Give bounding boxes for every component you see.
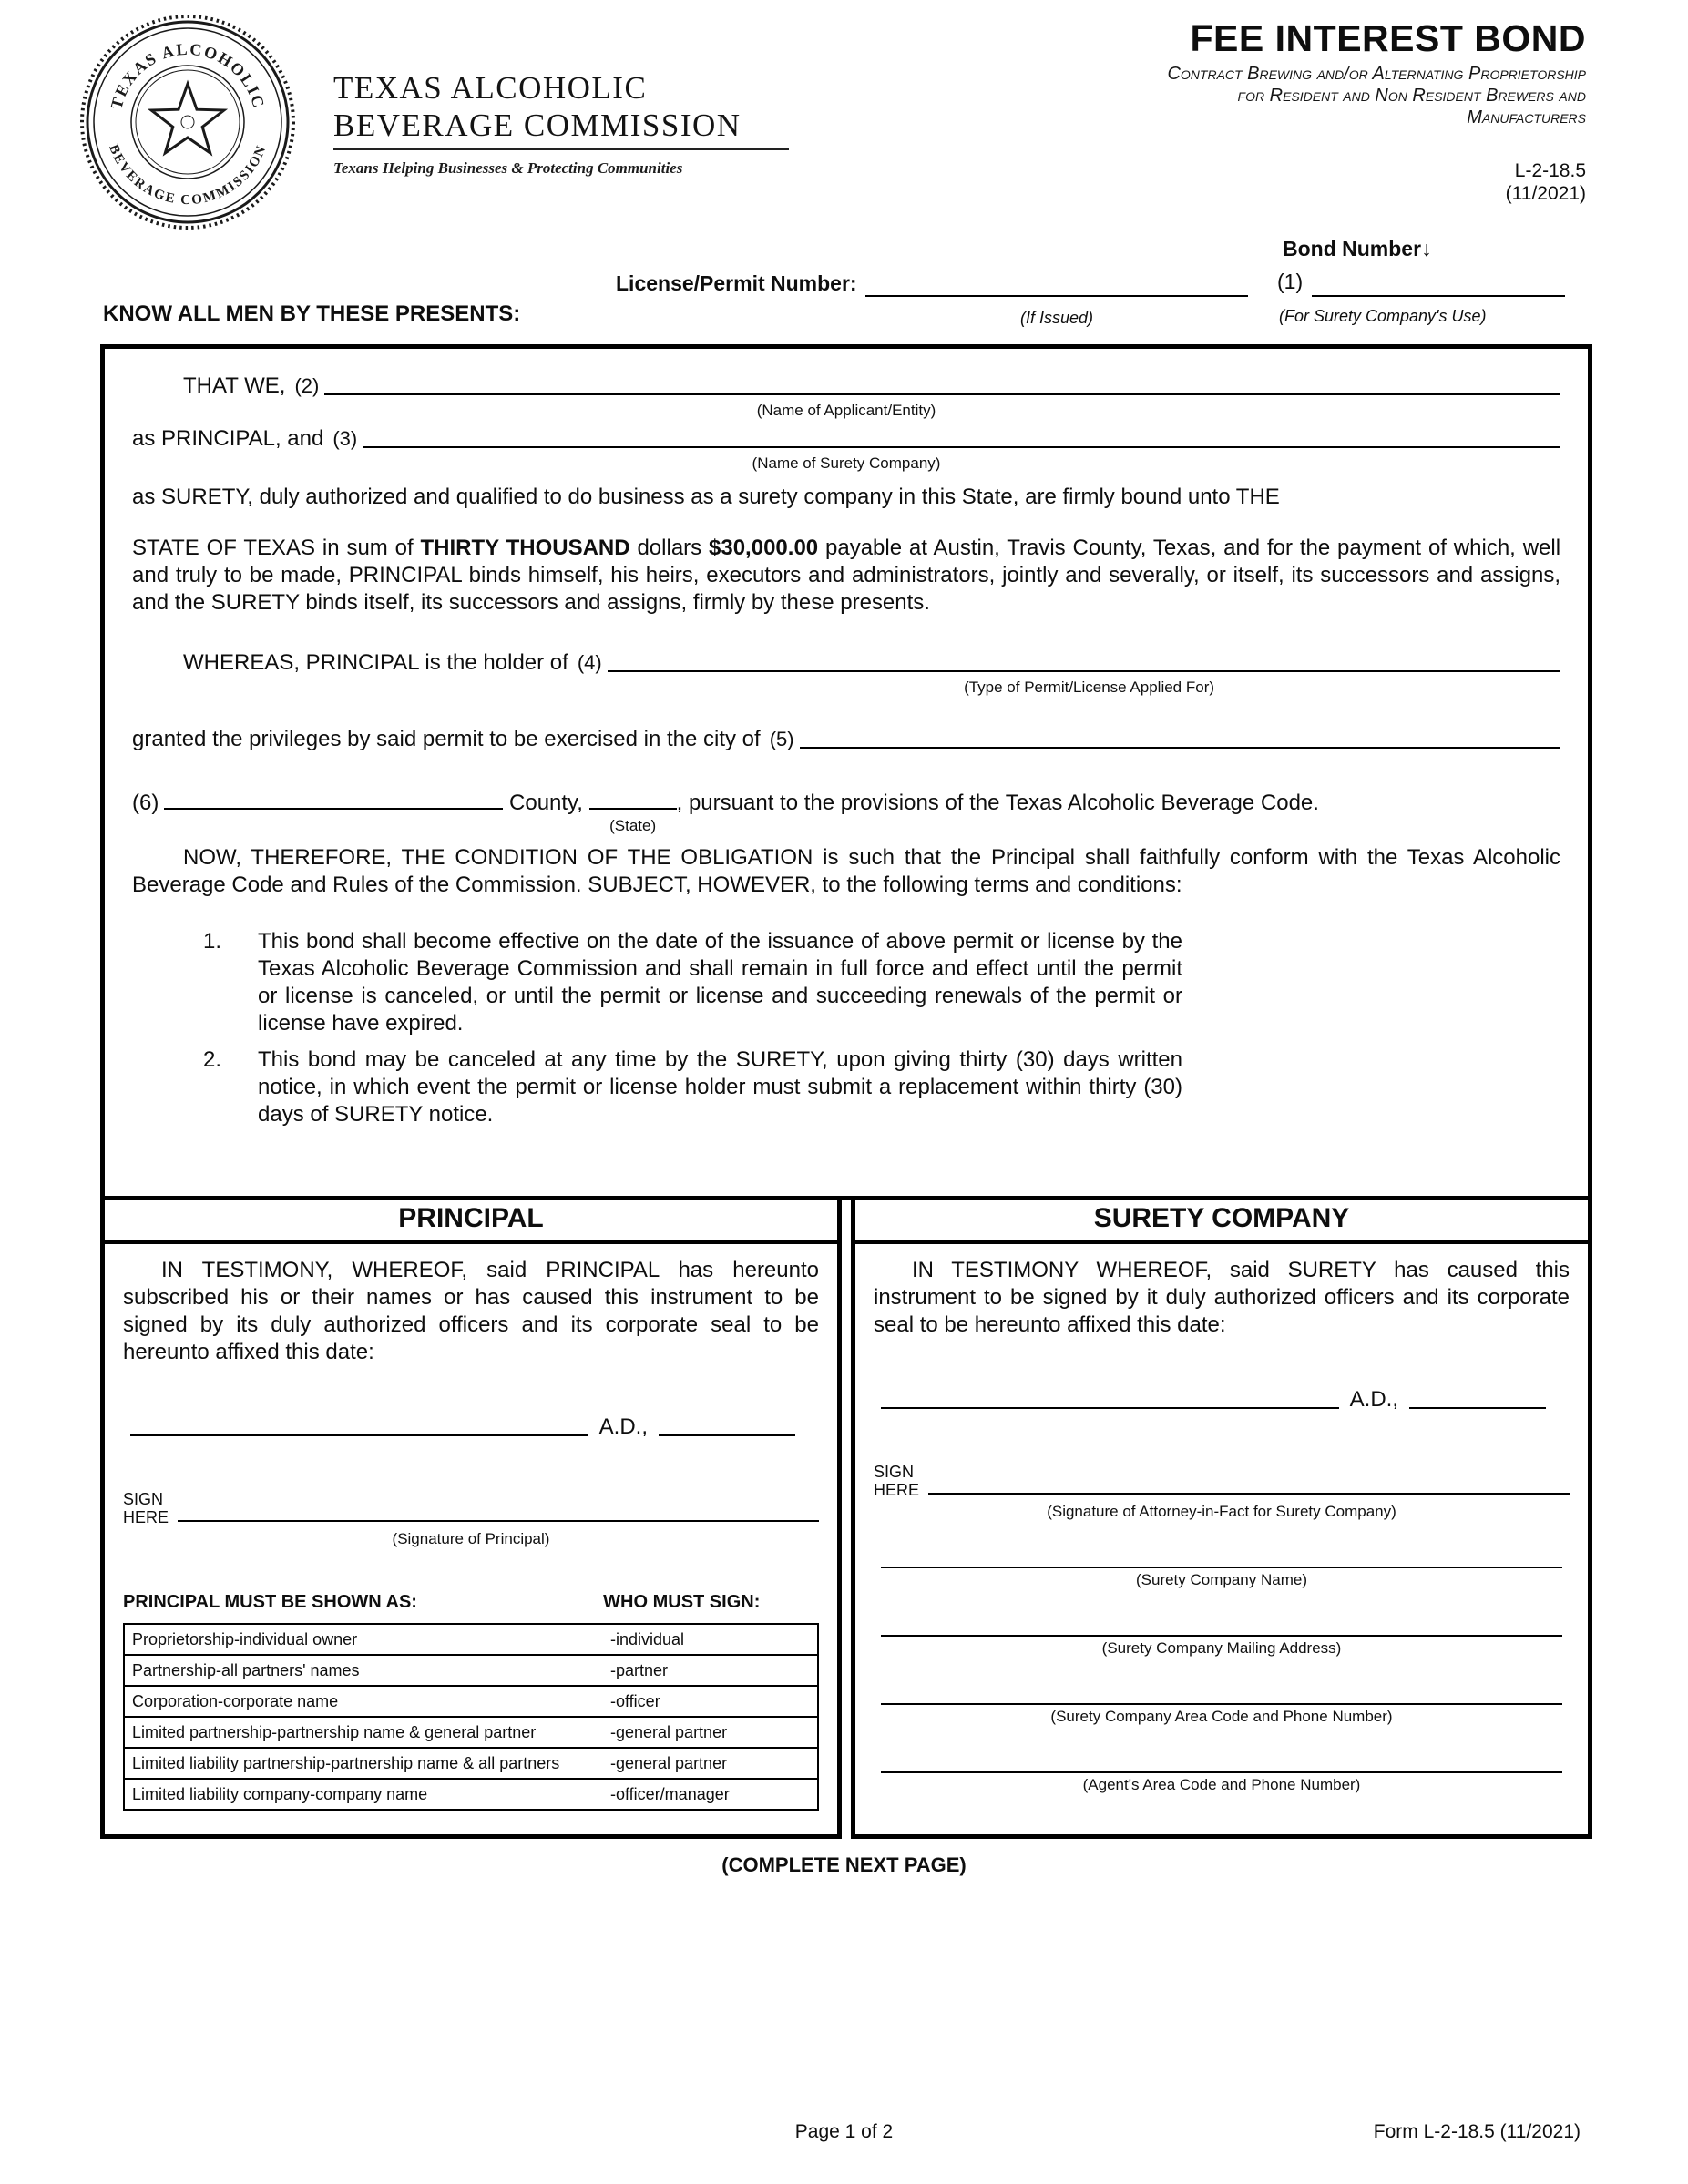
attorney-signature-field[interactable] [928,1493,1570,1495]
entity-signer: -officer [610,1692,660,1710]
term-1-number: 1. [203,929,222,954]
applicant-name-field[interactable] [324,393,1560,395]
sum-paragraph [132,535,1560,617]
term-1 [203,928,1182,1037]
form-revision: (11/2021) [1505,183,1586,204]
entity-signer: -individual [610,1630,685,1648]
sum-pre-text: STATE OF TEXAS in sum of [132,536,414,560]
term-2-number: 2. [203,1047,222,1072]
surety-name-field[interactable] [363,446,1560,448]
table-row [125,1625,817,1656]
field-4-number: (4) [577,651,602,674]
term-2-text: This bond may be canceled at any time by the SURETY, upon giving thirty (30) days written notice, in which event the permit or license holder must submit a replacement within thirty (30) days of SURETY notice. [258,1047,1182,1127]
form-title: FEE INTEREST BOND [1190,17,1586,59]
as-principal-label: as PRINCIPAL, and [132,426,324,451]
agency-name-line2: BEVERAGE COMMISSION [333,107,742,143]
principal-ad-label: A.D., [598,1414,648,1439]
entity-type: Proprietorship-individual owner [132,1630,358,1648]
form-header [0,0,1688,231]
city-field[interactable] [800,747,1560,749]
surety-sign-row [874,1463,1570,1499]
surety-company-name-block [881,1567,1562,1589]
sum-amount-words: THIRTY THOUSAND [420,536,630,560]
principal-sign-here-label [123,1490,169,1526]
entity-signer: -officer/manager [610,1785,730,1803]
field-6-number: (6) [132,791,159,815]
form-subtitle-line1: Contract Brewing and/or Alternating Proprietorship [1167,64,1586,84]
seal-ring-bottom-text: BEVERAGE COMMISSION [106,142,270,209]
agent-phone-block [881,1771,1562,1794]
bond-number-text: Bond Number [1283,237,1422,260]
sum-post-text: payable at Austin, Travis County, Texas, and for the payment of which, well and truly to be made, PRINCIPAL binds himself, his heirs, executors and administrators, jointly and severally, or itself, its successors and assigns, and the SURETY binds itself, its successors and assigns, firmly by these presents. [132,536,1561,615]
surety-address-caption: (Surety Company Mailing Address) [1101,1639,1342,1657]
field-1-number: (1) [1277,270,1304,293]
seal-ring-top-text: TEXAS ALCOHOLIC [107,39,269,111]
agency-block [333,69,789,231]
that-we-row [132,373,1560,400]
agency-tagline: Texans Helping Businesses & Protecting Communities [333,159,683,177]
surety-testimony: IN TESTIMONY WHEREOF, said SURETY has caused this instrument to be signed by it duly authorized officers and its corporate seal to be hereunto affixed this date: [874,1258,1570,1337]
permit-type-field[interactable] [608,670,1560,672]
agent-phone-caption: (Agent's Area Code and Phone Number) [1082,1776,1361,1793]
surety-address-field[interactable] [881,1635,1562,1637]
form-subtitle-line3: Manufacturers [1467,107,1586,128]
term-2 [203,1046,1182,1128]
license-permit-field[interactable] [865,270,1248,297]
page-footer [0,2118,1688,2146]
entity-type: Corporation-corporate name [132,1692,339,1710]
tabc-seal-logo [78,13,297,231]
sum-amount-figures: $30,000.00 [709,536,819,560]
bond-number-label [1283,235,1432,262]
signature-section [100,1196,1592,1839]
form-reference: Form L-2-18.5 (11/2021) [1373,2121,1581,2142]
form-subtitle-line2: for Resident and Non Resident Brewers and [1237,86,1586,106]
state-caption: (State) [609,817,657,834]
form-title-block [1167,13,1586,231]
form-meta [0,233,1688,341]
shown-as-header: PRINCIPAL MUST BE SHOWN AS: [123,1592,417,1612]
principal-column [100,1196,842,1839]
condition-paragraph: NOW, THEREFORE, THE CONDITION OF THE OBLIGATION is such that the Principal shall faithfully conform with the Texas Alcoholic Beverage Code and Rules of the Commission. SUBJECT, HOWEVER, to the following terms and conditions: [132,845,1560,897]
entity-signer: -general partner [610,1723,728,1741]
entity-signer: -general partner [610,1754,728,1772]
agent-phone-field[interactable] [881,1771,1562,1773]
applicant-name-caption: (Name of Applicant/Entity) [756,402,936,419]
svg-text:TEXAS ALCOHOLIC [107,40,268,111]
if-issued-caption: (If Issued) [1019,309,1094,327]
seal-star-icon [151,84,224,153]
attorney-signature-caption: (Signature of Attorney-in-Fact for Surety Company) [1047,1503,1396,1520]
entity-type: Partnership-all partners' names [132,1661,360,1679]
field-3-number: (3) [332,427,358,450]
table-row [125,1718,817,1749]
surety-sign-here-label [874,1463,919,1499]
state-blank [589,790,677,834]
whereas-label: WHEREAS, PRINCIPAL is the holder of [183,650,568,675]
surety-company-name-field[interactable] [881,1567,1562,1568]
down-arrow-icon: ↓ [1421,237,1432,260]
form-subtitle [1167,63,1586,128]
whereas-row [132,649,1560,677]
surety-use-caption: (For Surety Company's Use) [1279,307,1487,325]
state-field[interactable] [589,808,677,810]
complete-next-page-note: (COMPLETE NEXT PAGE) [721,1853,967,1876]
that-we-label: THAT WE, [183,373,286,398]
who-signs-header: WHO MUST SIGN: [603,1592,761,1612]
surety-clause: as SURETY, duly authorized and qualified to do business as a surety company in this State, are firmly bound unto THE [132,485,1280,509]
granted-label: granted the privileges by said permit to be exercised in the city of [132,727,761,751]
table-row [125,1687,817,1718]
table-row [125,1656,817,1687]
permit-type-caption: (Type of Permit/License Applied For) [964,679,1215,696]
principal-sign-row [123,1490,819,1526]
principal-body [100,1244,842,1839]
surety-date-field[interactable] [881,1407,1339,1409]
surety-phone-field[interactable] [881,1703,1562,1705]
svg-text:BEVERAGE COMMISSION [106,143,270,209]
pursuant-text: , pursuant to the provisions of the Texas Alcoholic Beverage Code. [676,791,1319,815]
seal-svg [78,13,297,231]
principal-date-field[interactable] [130,1434,588,1436]
surety-column [851,1196,1592,1839]
surety-phone-caption: (Surety Company Area Code and Phone Number) [1050,1708,1393,1725]
entity-table [123,1623,819,1811]
bond-number-field[interactable] [1312,270,1565,297]
county-field[interactable] [164,808,503,810]
form-code-block [1167,159,1586,205]
county-label: County, [509,791,583,815]
county-row [132,790,1560,841]
principal-year-field[interactable] [659,1434,795,1436]
here-word: HERE [874,1481,920,1499]
principal-header: PRINCIPAL [100,1196,842,1244]
principal-table-headers [123,1588,819,1616]
table-row [125,1749,817,1780]
field-2-number: (2) [294,374,320,397]
sign-word: SIGN [874,1463,915,1481]
term-1-text: This bond shall become effective on the date of the issuance of above permit or license by the Texas Alcoholic Beverage Commission and shall remain in full force and effect until the permit or license is canceled, or until the permit or license and succeeding renewals of the permit or license have expired. [258,929,1182,1036]
principal-signature-field[interactable] [178,1520,819,1522]
agency-divider [333,148,789,150]
sign-word: SIGN [123,1490,164,1508]
principal-signature-caption: (Signature of Principal) [392,1530,550,1547]
principal-date-line [130,1413,795,1441]
surety-name-caption: (Name of Surety Company) [752,454,941,472]
entity-type: Limited liability company-company name [132,1785,428,1803]
principal-testimony: IN TESTIMONY, WHEREOF, said PRINCIPAL has hereunto subscribed his or their names or has caused this instrument to be signed by its duly authorized officers and its corporate seal to be hereunto affixed this date: [123,1258,819,1364]
surety-body [851,1244,1592,1839]
entity-signer: -partner [610,1661,669,1679]
surety-phone-block [881,1703,1562,1726]
surety-date-line [881,1386,1546,1413]
surety-header: SURETY COMPANY [851,1196,1592,1244]
sum-mid-text: dollars [637,536,702,560]
entity-type: Limited partnership-partnership name & general partner [132,1723,537,1741]
entity-type: Limited liability partnership-partnership name & all partners [132,1754,560,1772]
bond-text-box [100,344,1592,1200]
surety-address-block [881,1635,1562,1658]
form-code: L-2-18.5 [1514,160,1586,181]
here-word: HERE [123,1508,169,1526]
surety-ad-label: A.D., [1349,1387,1398,1412]
agency-name [333,69,789,144]
city-row [132,726,1560,753]
field-5-number: (5) [769,728,794,750]
license-permit-label: License/Permit Number: [616,271,857,295]
table-row [125,1780,817,1809]
agency-name-line1: TEXAS ALCOHOLIC [333,70,648,106]
surety-year-field[interactable] [1409,1407,1546,1409]
know-all-men-heading: KNOW ALL MEN BY THESE PRESENTS: [103,301,521,326]
surety-company-name-caption: (Surety Company Name) [1135,1571,1307,1588]
as-principal-row [132,425,1560,453]
page-number: Page 1 of 2 [794,2121,894,2142]
